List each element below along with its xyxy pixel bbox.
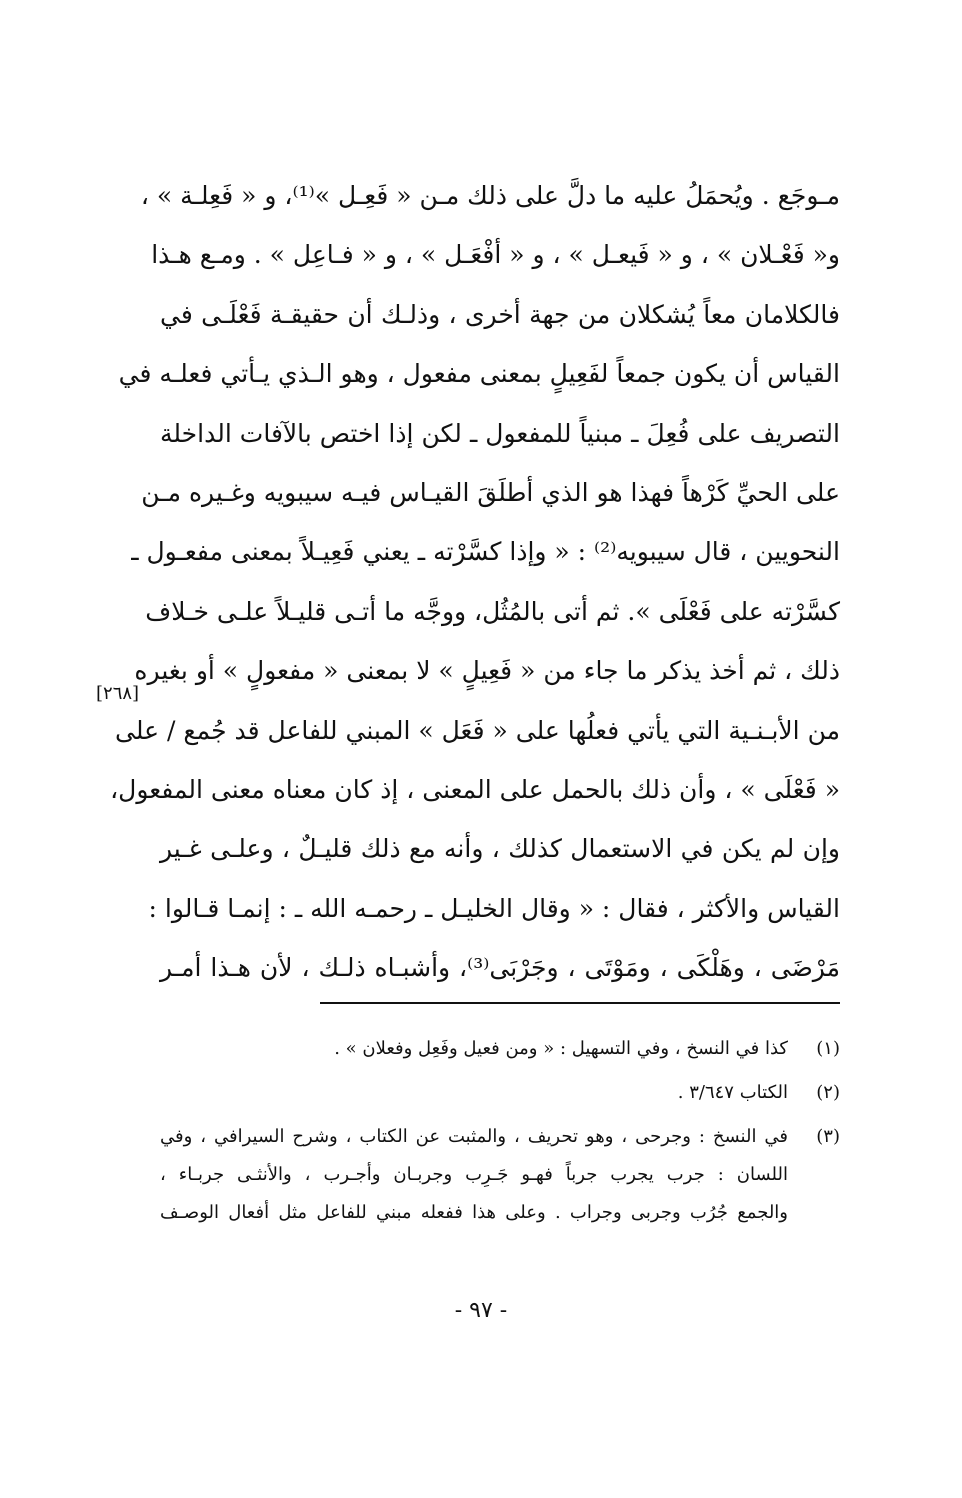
text-line: كسَّرْته على فَعْلَى ». ثم أتى بالمُثُل، ووجَّه ما أتـى قليـلاً علـى خـلاف xyxy=(145,596,840,626)
text-line: التصريف على فُعِلَ ـ مبنياً للمفعول ـ لكن إذا اختص بالآفات الداخلة xyxy=(160,418,840,448)
footnote-number: (٣) xyxy=(816,1126,840,1147)
text-line: على الحيِّ كَرْهاً فهذا هو الذي أطلَقَ القيـاس فيـه سيبويه وغـيره مـن xyxy=(141,477,840,507)
text-line: مَرْضَى ، وهَلْكَى ، ومَوْتَى ، وجَرْبَى⁽³⁾، وأشبـاه ذلـك ، لأن هـذا أمـر xyxy=(160,953,840,983)
text-line: وإن لم يكن في الاستعمال كذلك ، وأنه مع ذلك قليـلٌ ، وعلـى غـير xyxy=(160,834,840,864)
text-line: مـوجَع . ويُحمَلُ عليه ما دلَّ على ذلك مـن « فَعِـل »⁽¹⁾، و « فَعِلـة » ، xyxy=(140,181,840,210)
text-line: القياس والأكثر ، فقال : « وقال الخليـل ـ رحمـه الله ـ : إنمـا قـالوا : xyxy=(148,893,840,923)
footnote-body xyxy=(160,1030,788,1068)
footnotes xyxy=(160,1030,840,1238)
text-line: من الأبـنـية التي يأتي فعلُها على « فَعَل » المبني للفاعل قد جُمع / على xyxy=(115,715,840,745)
footnote-line: في النسخ : وجرحى ، وهو تحريف ، والمثبت عن الكتاب ، وشرح السيرافي ، وفي xyxy=(160,1126,788,1147)
footnote-body xyxy=(160,1118,788,1232)
footnote-number: (١) xyxy=(816,1038,840,1059)
footnote xyxy=(160,1074,840,1112)
footnote xyxy=(160,1118,840,1232)
footnote-number: (٢) xyxy=(816,1082,840,1103)
margin-page-reference: [٢٦٨] xyxy=(96,683,140,704)
text-line: ذلك ، ثم أخذ يذكر ما جاء من « فَعِيلٍ » لا بمعنى « مفعولٍ » أو بغيره xyxy=(134,656,840,686)
text-line: و« فَعْـلان » ، و « فَيعـل » ، و « أفْعَـل » ، و « فـاعِل » . ومـع هـذا xyxy=(151,240,840,270)
footnote-body xyxy=(160,1074,788,1112)
footnote-line: كذا في النسخ ، وفي التسهيل : « ومن فعيل وفَعِل وفعلان » . xyxy=(334,1038,788,1059)
footnote xyxy=(160,1030,840,1068)
text-line: القياس أن يكون جمعاً لفَعِيلٍ بمعنى مفعول ، وهو الـذي يـأتي فعلـه في xyxy=(118,359,840,389)
text-line: « فَعْلَى » ، وأن ذلك بالحمل على المعنى ، إذ كان معناه معنى المفعول، xyxy=(110,774,840,804)
text-line: النحويين ، قال سيبويه⁽²⁾ : « وإذا كسَّرْته ـ يعني فَعِيـلاً بمعنى مفعـول ـ xyxy=(131,537,840,567)
text-line: فالكلامان معاً يُشكلان من جهة أخرى ، وذلـك أن حقيقـة فَعْلَـى في xyxy=(160,299,840,329)
page-number: - ٩٧ - xyxy=(454,1298,508,1323)
footnote-line: الكتاب ٣/٦٤٧ . xyxy=(677,1082,788,1103)
footnote-line: اللسان : جرب يجرب جرباً فهـو جَـرِب وجربـان وأجـرب ، والأنثـى جربـاء ، xyxy=(160,1164,788,1185)
footnote-separator xyxy=(320,1002,840,1004)
footnote-line: والجمع جُرُب وجربى وجراب . وعلى هذا ففعله مبني للفاعل مثل أفعال الوصـف xyxy=(160,1202,788,1223)
